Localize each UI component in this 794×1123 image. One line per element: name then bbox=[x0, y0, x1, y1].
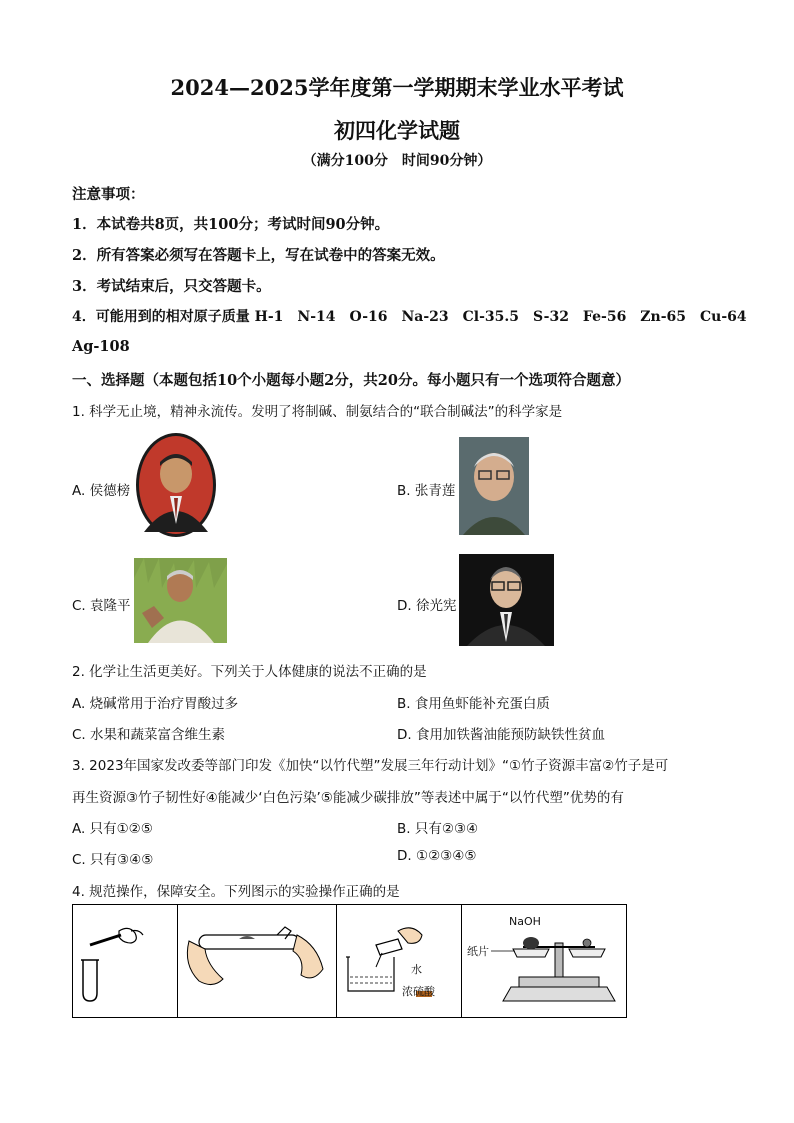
portrait-photo-d bbox=[459, 554, 554, 646]
portrait-photo-b bbox=[459, 437, 529, 535]
q4-label-water: 水 bbox=[411, 963, 422, 976]
q3-option-d: D. ①②③④⑤ bbox=[397, 848, 477, 864]
q2-option-b: B. 食用鱼虾能补充蛋白质 bbox=[397, 696, 550, 712]
q1-option-a: A. 侯德榜 bbox=[72, 483, 131, 499]
note-item: 1．本试卷共8页，共100分；考试时间90分钟。 bbox=[72, 216, 390, 233]
q4-label-acid: 浓硫酸 bbox=[402, 985, 435, 998]
q4-figure-a bbox=[73, 905, 178, 1017]
q3-option-c: C. 只有③④⑤ bbox=[72, 852, 154, 868]
q4-label-naoh: NaOH bbox=[509, 915, 541, 928]
q1-option-d: D. 徐光宪 bbox=[397, 598, 457, 614]
q4-image-table bbox=[72, 904, 627, 1018]
notes-heading: 注意事项： bbox=[72, 186, 145, 203]
q3-option-a: A. 只有①②⑤ bbox=[72, 821, 153, 837]
exam-title: 2024—2025学年度第一学期期末学业水平考试 bbox=[170, 75, 624, 100]
q2-option-c: C. 水果和蔬菜富含维生素 bbox=[72, 727, 226, 743]
section-heading: 一、选择题（本题包括10个小题每小题2分，共20分。每小题只有一个选项符合题意） bbox=[72, 372, 630, 389]
note-item: Ag-108 bbox=[72, 338, 130, 355]
question-4-stem: 4. 规范操作，保障安全。下列图示的实验操作正确的是 bbox=[72, 884, 400, 900]
portrait-photo-c bbox=[134, 558, 227, 643]
q4-figure-d bbox=[461, 905, 626, 1017]
q4-figure-b bbox=[177, 905, 337, 1017]
q4-label-paper: 纸片 bbox=[467, 945, 489, 958]
q1-option-b: B. 张青莲 bbox=[397, 483, 456, 499]
q3-option-b: B. 只有②③④ bbox=[397, 821, 479, 837]
question-3-line1: 3. 2023年国家发改委等部门印发《加快“以竹代塑”发展三年行动计划》“①竹子资源丰富②竹子是可 bbox=[72, 758, 669, 774]
q2-option-d: D. 食用加铁酱油能预防缺铁性贫血 bbox=[397, 727, 605, 743]
note-item: 2．所有答案必须写在答题卡上，写在试卷中的答案无效。 bbox=[72, 247, 445, 264]
question-3-line2: 再生资源③竹子韧性好④能减少‘白色污染’⑤能减少碳排放”等表述中属于“以竹代塑”优势的有 bbox=[72, 790, 624, 806]
note-item: 3．考试结束后，只交答题卡。 bbox=[72, 278, 271, 295]
q1-option-c: C. 袁隆平 bbox=[72, 598, 131, 614]
q4-figure-c bbox=[336, 905, 462, 1017]
exam-info: （满分100分 时间90分钟） bbox=[302, 153, 492, 169]
portrait-photo-a bbox=[134, 432, 218, 538]
exam-subtitle: 初四化学试题 bbox=[334, 118, 460, 143]
question-1-stem: 1. 科学无止境，精神永流传。发明了将制碱、制氨结合的“联合制碱法”的科学家是 bbox=[72, 404, 563, 420]
q2-option-a: A. 烧碱常用于治疗胃酸过多 bbox=[72, 696, 239, 712]
question-2-stem: 2. 化学让生活更美好。下列关于人体健康的说法不正确的是 bbox=[72, 664, 427, 680]
note-item: 4．可能用到的相对原子质量 H-1 N-14 O-16 Na-23 Cl-35.5 S-32 Fe-56 Zn-65 Cu-64 bbox=[72, 309, 747, 325]
